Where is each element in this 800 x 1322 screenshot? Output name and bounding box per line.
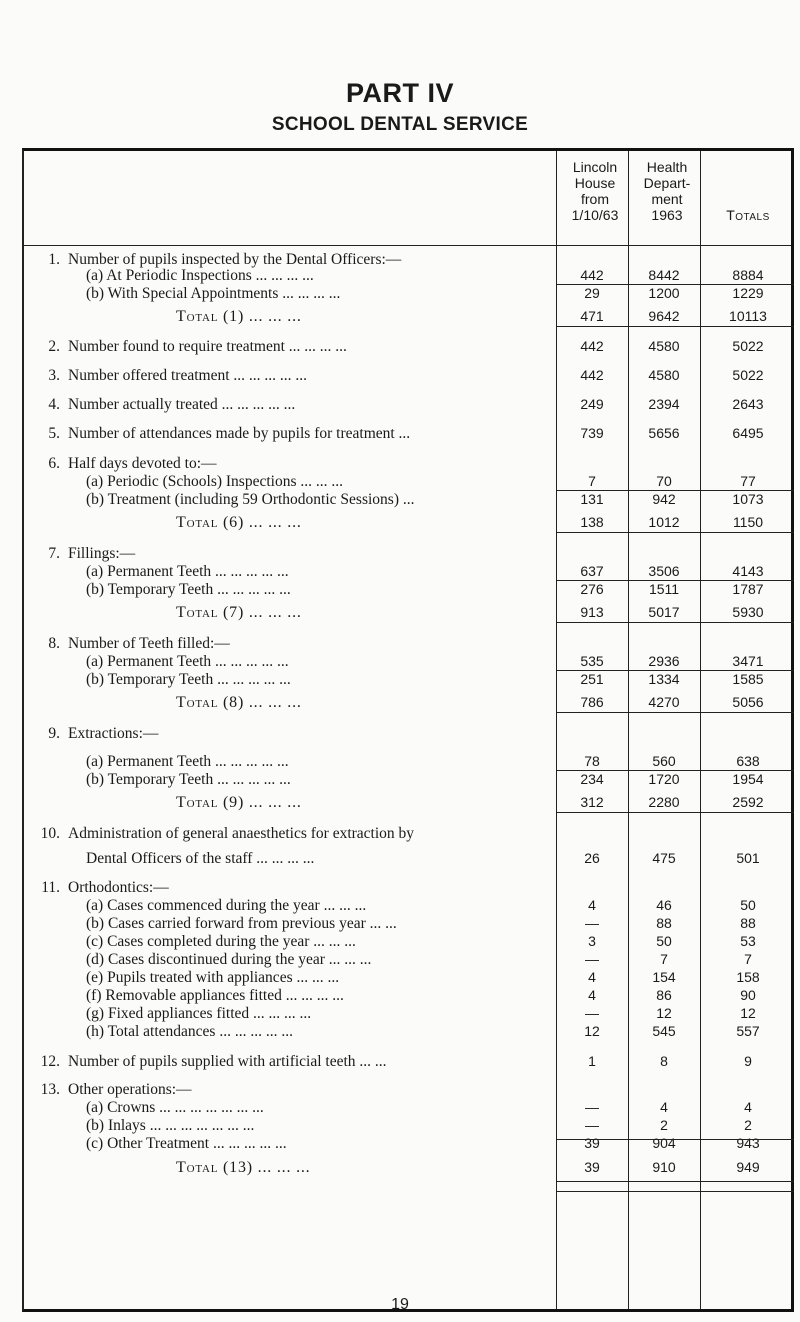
totals-value: 943 [736,1135,760,1151]
table-row [24,825,794,845]
lincoln-house-value: 1 [588,1053,596,1069]
lincoln-house-value: 637 [580,563,604,579]
dental-service-table [22,148,794,1312]
totals-value: 1229 [732,285,764,301]
health-department-value: 70 [656,473,672,489]
lincoln-house-value: — [585,1099,599,1115]
health-department-value: 5017 [648,604,680,620]
health-department-value: 1511 [648,581,680,597]
totals-value: 1787 [732,581,764,597]
table-row [24,725,794,745]
totals-value: 501 [736,850,760,866]
table-row [24,308,794,328]
totals-value: 77 [740,473,756,489]
lincoln-house-value: 4 [588,897,596,913]
row-label: Half days devoted to:— [68,455,217,472]
total-label: Total (8) ... ... ... [176,694,302,711]
row-label: Other operations:— [68,1081,192,1098]
lincoln-house-value: 3 [588,933,596,949]
header-line: ment [651,191,683,207]
lincoln-house-value: 138 [580,514,604,530]
row-label: (b) With Special Appointments ... ... ... ... [86,285,341,302]
lincoln-house-value: 4 [588,987,596,1003]
totals-value: 90 [740,987,756,1003]
table-row [24,285,794,305]
lincoln-house-value: 535 [580,653,604,669]
lincoln-house-value: 471 [580,308,604,324]
lincoln-house-value: 29 [584,285,600,301]
table-row [24,794,794,814]
total-label: Total (7) ... ... ... [176,604,302,621]
row-label: (a) At Periodic Inspections ... ... ... ... [86,267,314,284]
table-row [24,987,794,1007]
row-label: Fillings:— [68,545,136,562]
table-row [24,771,794,791]
row-label: (c) Other Treatment ... ... ... ... ... [86,1135,287,1152]
table-row [24,338,794,358]
table-row [24,671,794,691]
health-department-value: 8 [660,1053,668,1069]
row-label: Dental Officers of the staff ... ... ... ... [86,850,315,867]
health-department-value: 1012 [648,514,680,530]
row-label: (e) Pupils treated with appliances ... ... ... [86,969,340,986]
total-rule [556,490,794,491]
health-department-value: 5656 [648,425,680,441]
header-line: 1/10/63 [571,207,619,223]
lincoln-house-value: 7 [588,473,596,489]
totals-value: 5022 [732,367,764,383]
total-label: Total (1) ... ... ... [176,308,302,325]
table-row [24,1081,794,1101]
health-department-value: 12 [656,1005,672,1021]
row-number: 8. [48,635,60,652]
row-number: 11. [41,879,60,896]
health-department-value: 86 [656,987,672,1003]
section-title: SCHOOL DENTAL SERVICE [271,114,529,135]
row-label: (a) Permanent Teeth ... ... ... ... ... [86,753,289,770]
table-row [24,396,794,416]
table-row [24,694,794,714]
table-row [24,969,794,989]
totals-value: 2592 [732,794,764,810]
row-label: Extractions:— [68,725,159,742]
totals-value: 5930 [732,604,764,620]
total-label: Total (13) ... ... ... [176,1159,311,1176]
lincoln-house-value: 442 [580,267,604,283]
health-department-value: 88 [656,915,672,931]
totals-value: 7 [744,951,752,967]
row-label: (a) Permanent Teeth ... ... ... ... ... [86,563,289,580]
row-label: Number found to require treatment ... ... ... ... [68,338,347,355]
lincoln-house-value: 913 [580,604,604,620]
table-row [24,1159,794,1179]
total-rule [556,622,794,623]
health-department-value: 2 [660,1117,668,1133]
health-department-value: 545 [652,1023,676,1039]
header-line: House [574,175,616,191]
row-label: (b) Cases carried forward from previous year ... ... [86,915,397,932]
total-rule [556,326,794,327]
lincoln-house-value: 78 [584,753,600,769]
row-number: 9. [48,725,60,742]
header-line: Lincoln [572,159,618,175]
health-department-value: 46 [656,897,672,913]
row-label: Number of pupils supplied with artificial teeth ... ... [68,1053,387,1070]
lincoln-house-value: 251 [580,671,604,687]
table-row [24,1005,794,1025]
health-department-value: 904 [652,1135,676,1151]
totals-value: 2 [744,1117,752,1133]
lincoln-house-value: 312 [580,794,604,810]
totals-value: 53 [740,933,756,949]
table-row [24,367,794,387]
lincoln-house-value: 249 [580,396,604,412]
totals-value: 1150 [732,514,764,530]
total-rule [556,1191,794,1192]
health-department-value: 9642 [648,308,680,324]
health-department-value: 4 [660,1099,668,1115]
row-label: (g) Fixed appliances fitted ... ... ... ... [86,1005,312,1022]
totals-value: 5056 [732,694,764,710]
totals-value: 557 [736,1023,760,1039]
totals-value: 2643 [732,396,764,412]
table-row [24,933,794,953]
row-label: Orthodontics:— [68,879,169,896]
table-row [24,915,794,935]
table-row [24,425,794,445]
table-row [24,850,794,870]
row-label: Administration of general anaesthetics for extraction by [68,825,415,842]
lincoln-house-value: — [585,915,599,931]
health-department-value: 2936 [648,653,680,669]
column-header-totals [704,207,792,223]
row-label: Number of attendances made by pupils for treatment ... [68,425,411,442]
table-row [24,545,794,565]
total-rule [556,580,794,581]
health-department-value: 4580 [648,367,680,383]
lincoln-house-value: 39 [584,1135,600,1151]
totals-value: 50 [740,897,756,913]
row-label: (b) Treatment (including 59 Orthodontic Sessions) ... [86,491,415,508]
total-rule [556,770,794,771]
table-row [24,581,794,601]
row-number: 2. [48,338,60,355]
header-line: Depart- [643,175,691,191]
health-department-value: 7 [660,951,668,967]
totals-value: 638 [736,753,760,769]
total-rule [556,812,794,813]
header-line: Health [646,159,688,175]
total-rule [556,532,794,533]
health-department-value: 942 [652,491,676,507]
health-department-value: 50 [656,933,672,949]
health-department-value: 910 [652,1159,676,1175]
totals-value: 6495 [732,425,764,441]
total-rule [556,284,794,285]
table-row [24,604,794,624]
table-row [24,455,794,475]
total-rule [556,712,794,713]
row-label: (c) Cases completed during the year ... ... ... [86,933,356,950]
row-number: 3. [48,367,60,384]
lincoln-house-value: 739 [580,425,604,441]
table-row [24,514,794,534]
row-label: (d) Cases discontinued during the year ... ... ... [86,951,372,968]
lincoln-house-value: 12 [584,1023,600,1039]
row-label: Number of pupils inspected by the Dental Officers:— [68,251,402,268]
header-line: 1963 [651,207,683,223]
health-department-value: 1720 [648,771,680,787]
header-divider [24,245,791,246]
health-department-value: 4580 [648,338,680,354]
totals-value: 949 [736,1159,760,1175]
totals-value: 8884 [732,267,764,283]
row-label: (f) Removable appliances fitted ... ... ... ... [86,987,344,1004]
row-label: (b) Temporary Teeth ... ... ... ... ... [86,581,291,598]
row-label: (a) Permanent Teeth ... ... ... ... ... [86,653,289,670]
column-header-lincoln-house [560,159,630,223]
row-number: 13. [40,1081,60,1098]
lincoln-house-value: 39 [584,1159,600,1175]
row-label: (a) Cases commenced during the year ... ... ... [86,897,367,914]
table-row [24,897,794,917]
row-label: (b) Inlays ... ... ... ... ... ... ... [86,1117,255,1134]
row-label: Number of Teeth filled:— [68,635,230,652]
health-department-value: 2280 [648,794,680,810]
lincoln-house-value: 26 [584,850,600,866]
totals-value: 1954 [732,771,764,787]
table-row [24,1135,794,1155]
table-row [24,491,794,511]
table-row [24,1117,794,1137]
total-label: Total (6) ... ... ... [176,514,302,531]
page-number: 19 [391,1296,409,1313]
health-department-value: 1334 [648,671,680,687]
table-row [24,1053,794,1073]
totals-value: 1585 [732,671,764,687]
health-department-value: 475 [652,850,676,866]
row-label: (b) Temporary Teeth ... ... ... ... ... [86,671,291,688]
total-rule [556,1181,794,1182]
health-department-value: 2394 [648,396,680,412]
part-title: PART IV [345,78,454,108]
lincoln-house-value: 131 [580,491,604,507]
row-label: (a) Crowns ... ... ... ... ... ... ... [86,1099,264,1116]
totals-value: 88 [740,915,756,931]
row-label: Number actually treated ... ... ... ... ... [68,396,296,413]
row-label: (b) Temporary Teeth ... ... ... ... ... [86,771,291,788]
lincoln-house-value: — [585,1005,599,1021]
totals-value: 9 [744,1053,752,1069]
table-row [24,1023,794,1043]
health-department-value: 154 [652,969,676,985]
lincoln-house-value: 442 [580,367,604,383]
lincoln-house-value: 442 [580,338,604,354]
row-number: 6. [48,455,60,472]
lincoln-house-value: 276 [580,581,604,597]
header-line: Totals [726,207,770,223]
table-row [24,1099,794,1119]
row-number: 10. [40,825,60,842]
row-label: (a) Periodic (Schools) Inspections ... ... ... [86,473,343,490]
row-number: 12. [40,1053,60,1070]
column-header-health-department [632,159,702,223]
total-rule [556,670,794,671]
lincoln-house-value: — [585,951,599,967]
health-department-value: 1200 [648,285,680,301]
lincoln-house-value: — [585,1117,599,1133]
row-number: 4. [48,396,60,413]
table-row [24,951,794,971]
table-row [24,879,794,899]
health-department-value: 8442 [648,267,680,283]
totals-value: 3471 [732,653,764,669]
totals-value: 158 [736,969,760,985]
lincoln-house-value: 234 [580,771,604,787]
header-line: from [581,191,609,207]
totals-value: 10113 [729,308,767,324]
table-row [24,635,794,655]
lincoln-house-value: 4 [588,969,596,985]
health-department-value: 4270 [648,694,680,710]
health-department-value: 3506 [648,563,680,579]
row-number: 5. [48,425,60,442]
total-rule [556,1139,794,1140]
lincoln-house-value: 786 [580,694,604,710]
row-number: 7. [48,545,60,562]
totals-value: 12 [740,1005,756,1021]
row-label: Number offered treatment ... ... ... ... ... [68,367,308,384]
row-label: (h) Total attendances ... ... ... ... ... [86,1023,293,1040]
row-number: 1. [48,251,60,268]
totals-value: 4143 [732,563,764,579]
totals-value: 1073 [732,491,764,507]
totals-value: 4 [744,1099,752,1115]
health-department-value: 560 [652,753,676,769]
total-label: Total (9) ... ... ... [176,794,302,811]
totals-value: 5022 [732,338,764,354]
